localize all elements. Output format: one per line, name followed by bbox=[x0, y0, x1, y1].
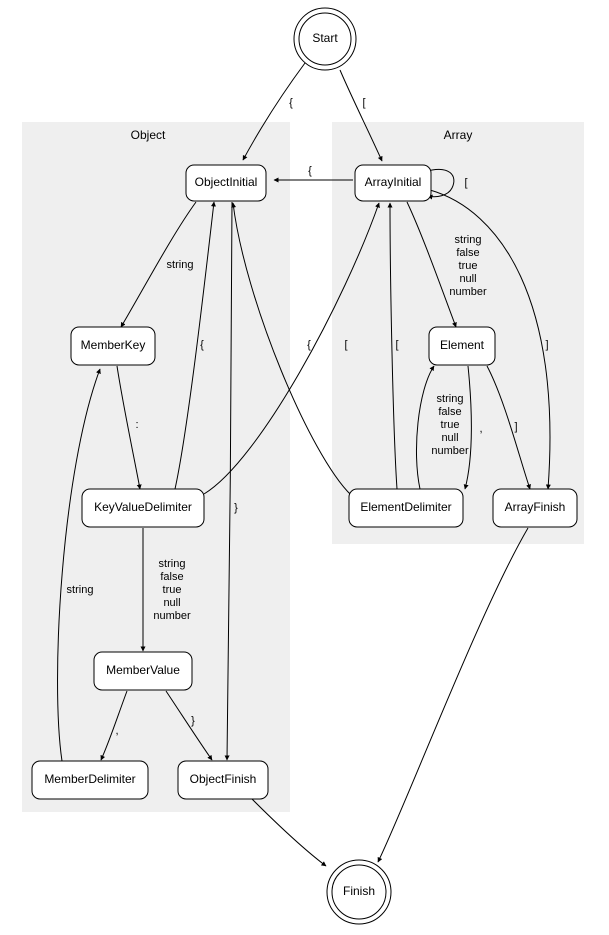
token-line: string bbox=[454, 234, 482, 246]
token-line: true bbox=[162, 584, 182, 596]
node-label-arrayinitial: ArrayInitial bbox=[364, 175, 422, 190]
edge-label-keyvaluedelimiter-objectinitial: { bbox=[200, 339, 204, 351]
edge-label-memberkey-keyvaluedelimiter: : bbox=[135, 419, 139, 431]
node-label-objectfinish: ObjectFinish bbox=[189, 772, 257, 787]
edge-label-memberdelimiter-memberkey: string bbox=[66, 584, 94, 596]
node-label-elementdelimiter: ElementDelimiter bbox=[360, 500, 452, 515]
token-line: string bbox=[436, 393, 464, 405]
node-label-keyvaluedelimiter: KeyValueDelimiter bbox=[94, 500, 192, 515]
token-line: string bbox=[158, 558, 186, 570]
edge-label-elementdelimiter-objectinitial: { bbox=[307, 339, 311, 351]
node-label-objectinitial: ObjectInitial bbox=[194, 175, 258, 190]
node-label-membervalue: MemberValue bbox=[106, 663, 180, 678]
edge-label-membervalue-objectfinish: } bbox=[191, 715, 195, 727]
token-line: false bbox=[456, 247, 480, 259]
edge-arrayfinish-finish bbox=[378, 528, 528, 862]
token-line: null bbox=[459, 273, 477, 285]
node-label-memberdelimiter: MemberDelimiter bbox=[44, 772, 136, 787]
node-label-arrayfinish: ArrayFinish bbox=[504, 500, 566, 515]
edge-label-objectinitial-memberkey: string bbox=[166, 259, 194, 271]
edge-label-element-elementdelimiter: , bbox=[479, 423, 483, 435]
edge-label-arrayinitial-self: [ bbox=[464, 177, 468, 189]
edge-label-start-objectinitial: { bbox=[289, 97, 293, 109]
token-line: false bbox=[438, 406, 462, 418]
edge-label-arrayinitial-arrayfinish: ] bbox=[545, 339, 549, 351]
token-line: number bbox=[449, 286, 487, 298]
cluster-label-object: Object bbox=[130, 128, 166, 142]
cluster-object bbox=[22, 122, 290, 812]
edge-label-keyvaluedelimiter-arrayinitial: [ bbox=[344, 339, 348, 351]
token-line: null bbox=[441, 432, 459, 444]
edge-label-elementdelimiter-arrayinitial: [ bbox=[395, 339, 399, 351]
edge-label-start-arrayinitial: [ bbox=[362, 97, 366, 109]
cluster-label-array: Array bbox=[443, 128, 473, 142]
token-line: true bbox=[458, 260, 478, 272]
token-line: true bbox=[440, 419, 460, 431]
token-line: number bbox=[431, 445, 469, 457]
edge-label-arrayinitial-objectinitial: { bbox=[308, 165, 312, 177]
token-line: null bbox=[163, 597, 181, 609]
edge-label-objectinitial-objectfinish: } bbox=[234, 502, 238, 514]
token-line: false bbox=[160, 571, 184, 583]
edge-label-element-arrayfinish: ] bbox=[514, 421, 518, 433]
edge-label-membervalue-memberdelimiter: , bbox=[115, 725, 119, 737]
node-label-memberkey: MemberKey bbox=[80, 338, 146, 353]
token-line: number bbox=[153, 610, 191, 622]
node-label-start: Start bbox=[312, 31, 338, 46]
node-label-element: Element bbox=[439, 338, 485, 353]
node-label-finish: Finish bbox=[342, 884, 376, 899]
